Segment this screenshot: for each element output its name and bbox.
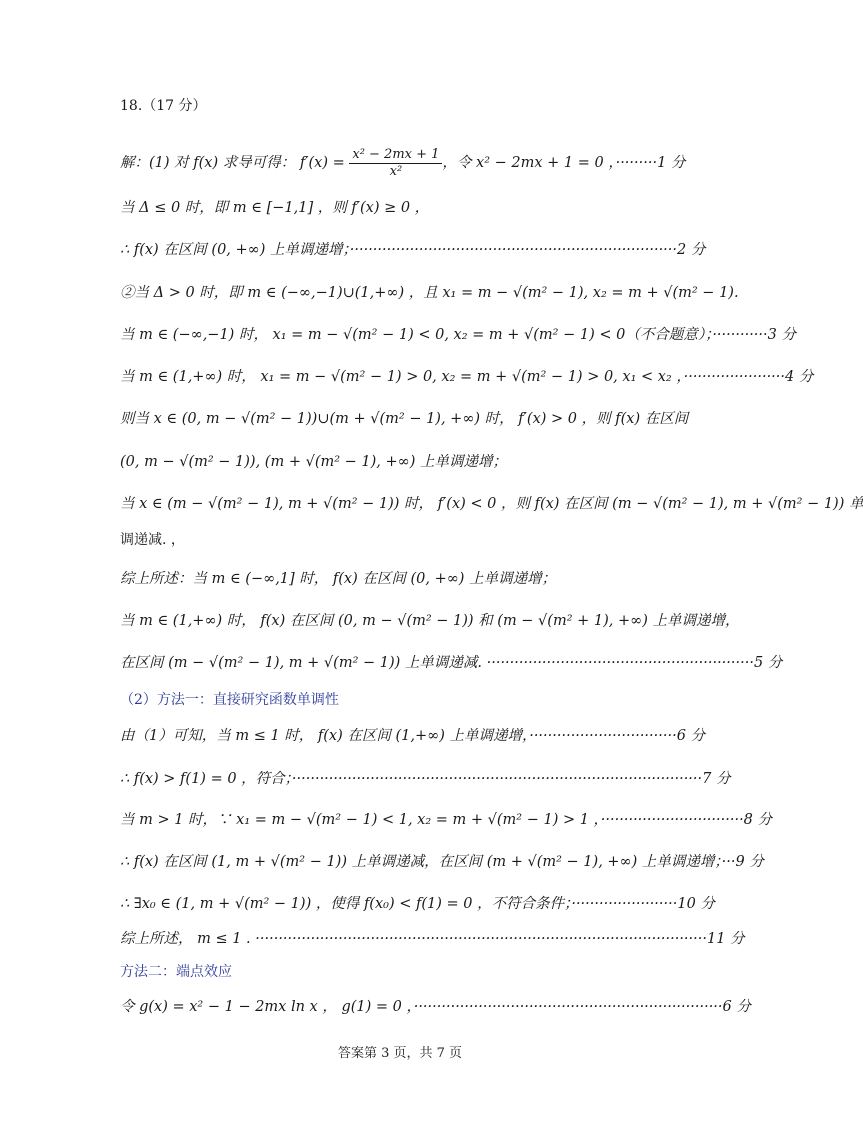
- solution-line-6: 当 m ∈ (1,+∞) 时， x₁ = m − √(m² − 1) > 0, x₂ = m + √(m² − 1) > 0, x₁ < x₂ ，······················4 分: [120, 369, 814, 385]
- solution-line-10: 调递减. ，: [120, 532, 185, 548]
- solution-line-22: 令 g(x) = x² − 1 − 2mx ln x ， g(1) = 0 ，···································································6 分: [120, 999, 751, 1015]
- solution-line-4: ②当 Δ > 0 时，即 m ∈ (−∞,−1)∪(1,+∞) ，且 x₁ = m − √(m² − 1), x₂ = m + √(m² − 1).: [120, 285, 739, 301]
- solution-line-15: 由（1）可知，当 m ≤ 1 时， f(x) 在区间 (1,+∞) 上单调递增，································6 分: [120, 728, 706, 744]
- solution-line-18: ∴ f(x) 在区间 (1, m + √(m² − 1)) 上单调递减，在区间 (m + √(m² − 1), +∞) 上单调递增；···9 分: [120, 854, 764, 870]
- solution-line-19: ∴ ∃x₀ ∈ (1, m + √(m² − 1)) ，使得 f(x₀) < f(1) = 0 ，不符合条件；·······················10 分: [120, 896, 715, 912]
- solution-line-16: ∴ f(x) > f(1) = 0 ，符合；·························································································7 分: [120, 771, 731, 787]
- solution-line-11: 综上所述：当 m ∈ (−∞,1] 时， f(x) 在区间 (0, +∞) 上单调递增；: [120, 571, 557, 587]
- solution-line-7: 则当 x ∈ (0, m − √(m² − 1))∪(m + √(m² − 1), +∞) 时， f′(x) > 0 ，则 f(x) 在区间: [120, 411, 689, 427]
- fraction-numerator: x² − 2mx + 1: [349, 147, 442, 164]
- solution-line-1: [120, 146, 686, 180]
- fraction-denominator: x²: [389, 163, 403, 179]
- derivative-fraction: [349, 147, 442, 180]
- solution-line-20: 综上所述， m ≤ 1 . ··································································································11 分: [120, 931, 745, 947]
- problem-header: 18.（17 分）: [120, 98, 207, 114]
- solution-line-12: 当 m ∈ (1,+∞) 时， f(x) 在区间 (0, m − √(m² − 1)) 和 (m − √(m² + 1), +∞) 上单调递增，: [120, 613, 740, 629]
- solution-line-8: (0, m − √(m² − 1)), (m + √(m² − 1), +∞) 上单调递增；: [120, 454, 507, 470]
- solution-line-2: 当 Δ ≤ 0 时，即 m ∈ [−1,1] ，则 f′(x) ≥ 0 ，: [120, 200, 430, 216]
- method-one-heading: （2）方法一：直接研究函数单调性: [120, 692, 339, 708]
- derivative-text-tail: ，令 x² − 2mx + 1 = 0 ，·········1 分: [442, 155, 686, 171]
- solution-line-5: 当 m ∈ (−∞,−1) 时， x₁ = m − √(m² − 1) < 0, x₂ = m + √(m² − 1) < 0（不合题意）；············3 分: [120, 327, 796, 343]
- solution-line-17: 当 m > 1 时，∵ x₁ = m − √(m² − 1) < 1, x₂ = m + √(m² − 1) > 1 ，·······························8 分: [120, 812, 773, 828]
- solution-line-3: ∴ f(x) 在区间 (0, +∞) 上单调递增；·······································································2 分: [120, 242, 706, 258]
- page-footer: 答案第 3 页，共 7 页: [337, 1046, 463, 1061]
- method-two-heading: 方法二：端点效应: [120, 964, 232, 980]
- solution-line-13: 在区间 (m − √(m² − 1), m + √(m² − 1)) 上单调递减. ··························································5 分: [120, 655, 783, 671]
- solution-line-9: 当 x ∈ (m − √(m² − 1), m + √(m² − 1)) 时， f′(x) < 0 ，则 f(x) 在区间 (m − √(m² − 1), m + √(m² − 1)) 单: [120, 496, 863, 512]
- derivative-text: 解：(1) 对 f(x) 求导可得： f′(x) =: [120, 155, 350, 171]
